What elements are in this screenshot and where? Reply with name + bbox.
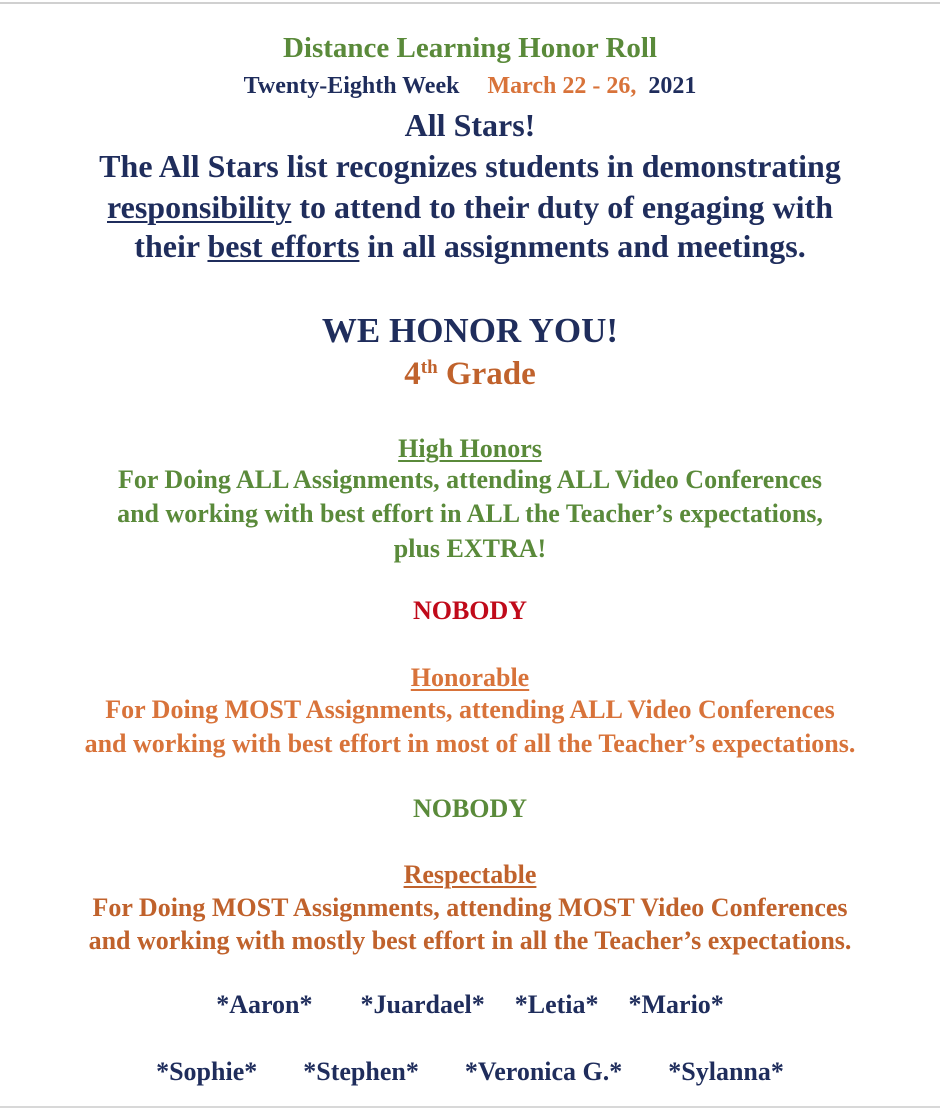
- all-stars-heading: All Stars!: [404, 107, 536, 143]
- student-name: *Sylanna*: [668, 1057, 784, 1086]
- document-title: Distance Learning Honor Roll: [282, 32, 658, 64]
- student-name: *Letia*: [514, 990, 599, 1019]
- grade-heading: [0, 358, 940, 391]
- week-label: Twenty-Eighth Week: [243, 73, 460, 99]
- bottom-divider: [0, 1106, 940, 1108]
- year: 2021: [648, 73, 697, 99]
- grade-label: Grade: [437, 356, 536, 392]
- student-name: *Mario*: [628, 990, 724, 1019]
- respectable-heading: Respectable: [403, 860, 537, 889]
- student-name: *Veronica G.*: [464, 1057, 623, 1086]
- intro-line-3-start: their: [134, 228, 208, 264]
- student-name: *Sophie*: [156, 1057, 258, 1086]
- honorable-heading: Honorable: [410, 663, 530, 692]
- high-honors-heading: High Honors: [398, 434, 542, 463]
- date-range: March 22 - 26,: [487, 73, 637, 99]
- intro-line-2-text: to attend to their duty of engaging with: [291, 189, 833, 225]
- respectable-criteria-line: For Doing MOST Assignments, attending MOST Video Conferences: [92, 893, 848, 922]
- intro-line-3: [0, 230, 940, 262]
- week-line: [0, 74, 940, 98]
- grade-suffix: th: [420, 357, 438, 378]
- high-honors-criteria-line: and working with best effort in ALL the Teacher’s expectations,: [117, 499, 823, 528]
- student-name: *Juardael*: [360, 990, 485, 1019]
- honorable-result: NOBODY: [412, 794, 528, 823]
- high-honors-criteria-line: plus EXTRA!: [393, 534, 547, 563]
- respectable-criteria-line: and working with mostly best effort in all the Teacher’s expectations.: [88, 926, 852, 955]
- responsibility-emphasis: responsibility: [107, 189, 292, 225]
- student-name: *Aaron*: [216, 990, 313, 1019]
- top-divider: [0, 2, 940, 4]
- honor-banner: WE HONOR YOU!: [321, 311, 619, 350]
- student-names-row-2: [0, 1059, 940, 1085]
- high-honors-result: NOBODY: [412, 596, 528, 625]
- grade-number: 4: [404, 356, 421, 392]
- high-honors-criteria-line: For Doing ALL Assignments, attending ALL Video Conferences: [117, 465, 823, 494]
- honorable-criteria-line: For Doing MOST Assignments, attending ALL Video Conferences: [105, 695, 835, 724]
- honorable-criteria-line: and working with best effort in most of all the Teacher’s expectations.: [84, 729, 856, 758]
- intro-line-1: The All Stars list recognizes students in demonstrating: [99, 148, 841, 184]
- intro-line-3-text: in all assignments and meetings.: [359, 228, 806, 264]
- student-name: *Stephen*: [303, 1057, 419, 1086]
- student-names-row-1: [0, 992, 940, 1018]
- best-efforts-emphasis: best efforts: [207, 228, 360, 264]
- intro-line-2: [0, 191, 940, 223]
